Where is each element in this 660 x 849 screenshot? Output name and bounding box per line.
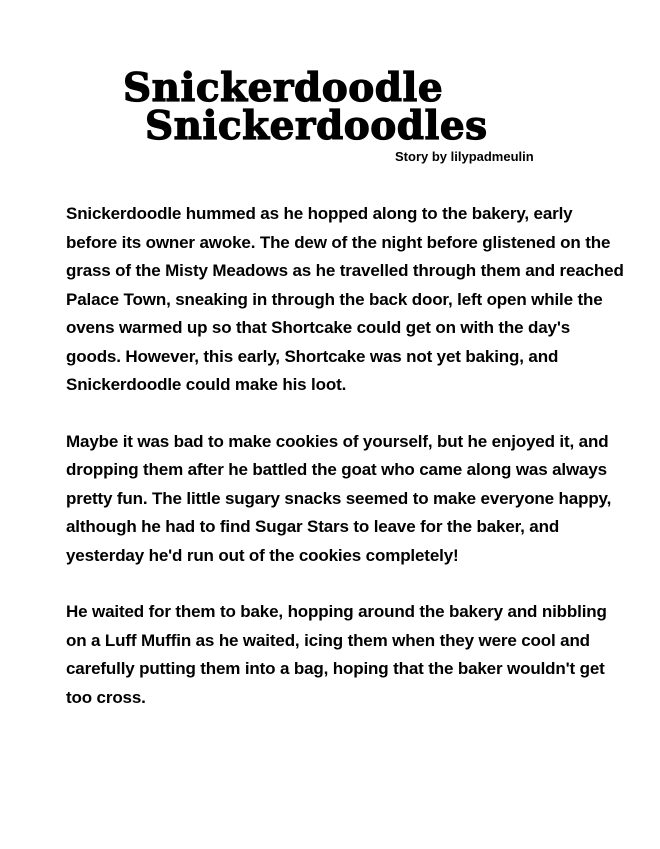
story-paragraph-1: Snickerdoodle hummed as he hopped along to the bakery, early before its owner awoke. The dew of the night before glistened on the grass of the Misty Meadows as he travelled through them and reached Palace Town, sneaking in through the back door, left open while the ovens warmed up so that Shortcake could get on with the day's goods. However, this early, Shortcake was not yet baking, and Snickerdoodle could make his loot. bbox=[66, 204, 624, 394]
story-paragraph-3: He waited for them to bake, hopping around the bakery and nibbling on a Luff Muffin as he waited, icing them when they were cool and carefully putting them into a bag, hoping that the baker wouldn't get too cross. bbox=[66, 602, 607, 707]
story-body bbox=[66, 200, 626, 740]
title-block bbox=[0, 0, 660, 180]
story-paragraph-2: Maybe it was bad to make cookies of yourself, but he enjoyed it, and dropping them after he battled the goat who came along was always pretty fun. The little sugary snacks seemed to make everyone happy, although he had to find Sugar Stars to leave for the baker, and yesterday he'd run out of the cookies completely! bbox=[66, 431, 612, 565]
story-title-line-2: Snickerdoodles bbox=[145, 103, 488, 149]
story-byline: Story by lilypadmeulin bbox=[395, 149, 534, 164]
story-title-line-1: Snickerdoodle bbox=[123, 65, 444, 111]
